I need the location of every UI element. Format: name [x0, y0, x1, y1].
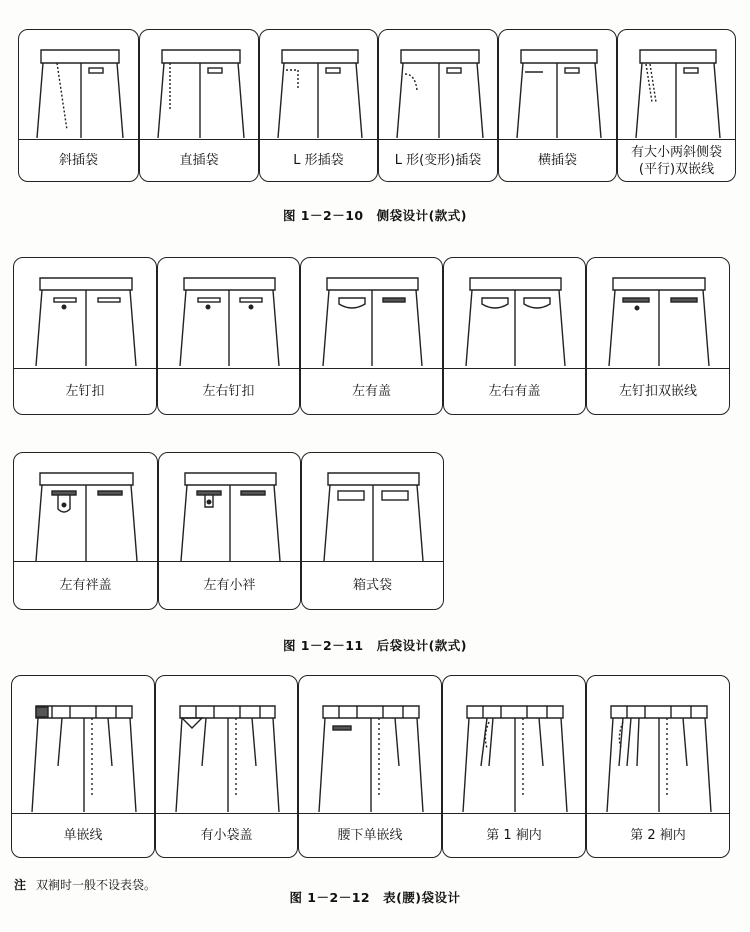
side-pocket-card-6: [617, 29, 736, 182]
small-flap-watch-pocket-illustration: [156, 676, 298, 816]
left-button-pocket-illustration: [14, 258, 157, 370]
side-pocket-card-4: [378, 29, 498, 182]
back-pocket-card-5: [586, 257, 730, 415]
double-welt-side-pocket-illustration: [618, 30, 736, 140]
watch-pocket-card-2: [155, 675, 298, 858]
horizontal-pocket-illustration: [499, 30, 617, 140]
back-pocket-card-8: [301, 452, 444, 610]
watch-pocket-card-3: [298, 675, 442, 858]
watch-pocket-label: 第 2 裥内: [587, 813, 729, 857]
side-pocket-label: 横插袋: [499, 139, 616, 181]
back-pocket-label: 左有袢盖: [14, 561, 157, 609]
l-shape-variant-pocket-illustration: [379, 30, 498, 140]
left-flap-pocket-illustration: [301, 258, 443, 370]
first-pleat-watch-pocket-illustration: [443, 676, 586, 816]
figure-12-caption: 图 1－2－12 表(腰)袋设计: [289, 890, 461, 905]
side-pocket-card-1: [18, 29, 139, 182]
watch-pocket-label: 有小袋盖: [156, 813, 297, 857]
back-pocket-label: 左钉扣双嵌线: [587, 368, 729, 414]
back-pocket-label: 左右有盖: [444, 368, 585, 414]
left-tab-flap-pocket-illustration: [14, 453, 158, 565]
second-pleat-watch-pocket-illustration: [587, 676, 730, 816]
figure-11-caption: 图 1－2－11 后袋设计(款式): [282, 638, 468, 653]
watch-pocket-label: 单嵌线: [12, 813, 154, 857]
single-welt-watch-pocket-illustration: [12, 676, 155, 816]
both-button-pocket-illustration: [158, 258, 300, 370]
side-pocket-label: L 形(变形)插袋: [379, 139, 497, 181]
back-pocket-card-6: [13, 452, 158, 610]
watch-pocket-card-4: [442, 675, 586, 858]
straight-pocket-illustration: [140, 30, 259, 140]
watch-pocket-card-1: [11, 675, 155, 858]
back-pocket-card-7: [158, 452, 301, 610]
back-pocket-label: 箱式袋: [302, 561, 443, 609]
figure-10-caption: 图 1－2－10 侧袋设计(款式): [282, 208, 468, 223]
side-pocket-label: L 形插袋: [260, 139, 377, 181]
side-pocket-card-2: [139, 29, 259, 182]
side-pocket-label: 斜插袋: [19, 139, 138, 181]
back-pocket-card-4: [443, 257, 586, 415]
note-text: 双裥时一般不设表袋。: [36, 878, 157, 892]
slant-pocket-illustration: [19, 30, 139, 140]
side-pocket-label: 有大小两斜侧袋 (平行)双嵌线: [618, 139, 735, 181]
watch-pocket-label: 第 1 裥内: [443, 813, 585, 857]
back-pocket-label: 左右钉扣: [158, 368, 299, 414]
both-flap-pocket-illustration: [444, 258, 586, 370]
watch-pocket-label: 腰下单嵌线: [299, 813, 441, 857]
below-waist-welt-watch-pocket-illustration: [299, 676, 442, 816]
back-pocket-label: 左有盖: [301, 368, 442, 414]
side-pocket-card-5: [498, 29, 617, 182]
note-label: 注: [14, 878, 27, 892]
side-pocket-card-3: [259, 29, 378, 182]
left-button-double-welt-pocket-illustration: [587, 258, 730, 370]
back-pocket-card-2: [157, 257, 300, 415]
l-shape-pocket-illustration: [260, 30, 378, 140]
box-pocket-illustration: [302, 453, 444, 565]
back-pocket-card-3: [300, 257, 443, 415]
back-pocket-label: 左钉扣: [14, 368, 156, 414]
back-pocket-label: 左有小袢: [159, 561, 300, 609]
back-pocket-card-1: [13, 257, 157, 415]
left-small-tab-pocket-illustration: [159, 453, 301, 565]
side-pocket-label: 直插袋: [140, 139, 258, 181]
watch-pocket-card-5: [586, 675, 730, 858]
